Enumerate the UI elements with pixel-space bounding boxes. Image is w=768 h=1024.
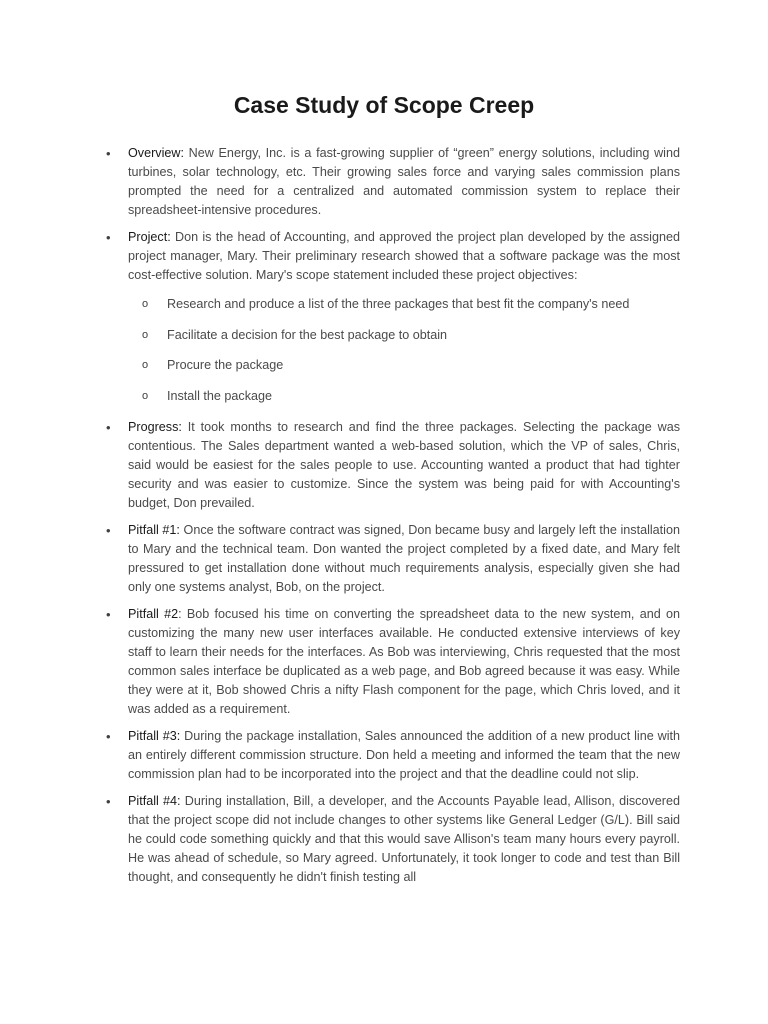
section-paragraph bbox=[128, 228, 680, 285]
section-pitfall-4 bbox=[100, 792, 680, 887]
document-title: Case Study of Scope Creep bbox=[233, 92, 535, 118]
section-lead: Progress: bbox=[128, 419, 182, 434]
objective-text: Procure the package bbox=[167, 358, 284, 372]
section-project bbox=[100, 228, 680, 285]
section-paragraph bbox=[128, 144, 680, 220]
section-paragraph bbox=[128, 605, 680, 719]
section-lead: Pitfall #1: bbox=[128, 522, 180, 537]
section-text: Once the software contract was signed, Don became busy and largely left the installation to Mary and the technical team. Don wanted the project completed by a fixed date, and Mary felt pressured to get installation done without much requirements analysis, especially given she had only one systems analyst, Bob, on the project. bbox=[128, 522, 680, 594]
section-text: New Energy, Inc. is a fast-growing supplier of “green” energy solutions, including wind turbines, solar technology, etc. Their growing sales force and varying sales commission plans prompted the need for a centralized and automated commission system to replace their spreadsheet-intensive procedures. bbox=[128, 146, 680, 217]
section-overview bbox=[100, 144, 680, 220]
section-text: It took months to research and find the three packages. Selecting the package was contentious. The Sales department wanted a web-based solution, which the VP of sales, Chris, said would be easiest for the sales people to use. Accounting wanted a product that had tighter security and was easier to customize. Since the system was being paid for with Accounting's budget, Don prevailed. bbox=[128, 419, 680, 510]
section-lead: Pitfall #4: bbox=[128, 793, 181, 808]
section-pitfall-2 bbox=[100, 605, 680, 719]
section-lead: Pitfall #2 bbox=[128, 606, 179, 621]
bullet-icon: • bbox=[106, 146, 111, 161]
bullet-icon: • bbox=[106, 606, 111, 622]
objective-item bbox=[100, 326, 680, 345]
section-paragraph bbox=[128, 792, 680, 887]
section-paragraph bbox=[128, 521, 680, 597]
objective-item bbox=[100, 387, 680, 406]
section-paragraph bbox=[128, 418, 680, 513]
section-pitfall-1 bbox=[100, 521, 680, 597]
hollow-circle-bullet-icon: o bbox=[142, 298, 149, 310]
bullet-icon: • bbox=[106, 419, 111, 435]
section-text: Don is the head of Accounting, and approved the project plan developed by the assigned project manager, Mary. Their preliminary research showed that a software package was the most cost-effective solution. Mary's scope statement included these project objectives: bbox=[128, 230, 680, 282]
section-lead: Overview: bbox=[128, 146, 184, 160]
objectives-list bbox=[100, 295, 680, 406]
hollow-circle-bullet-icon: o bbox=[142, 359, 149, 371]
bullet-icon: • bbox=[106, 793, 111, 809]
objective-text: Install the package bbox=[167, 388, 273, 403]
objective-text: Research and produce a list of the three packages that best fit the company's need bbox=[167, 297, 630, 311]
section-text: : Bob focused his time on converting the spreadsheet data to the new system, and on customizing the many new user interfaces available. He conducted extensive interviews of key staff to learn their needs for the interfaces. As Bob was interviewing, Chris requested that the most common sales interface be duplicated as a web page, and Bob agreed because it was easy. While they were at it, Bob showed Chris a nifty Flash component for the page, which Chris loved, and it was added as a requirement. bbox=[128, 606, 680, 716]
section-pitfall-3 bbox=[100, 727, 680, 784]
hollow-circle-bullet-icon: o bbox=[142, 389, 149, 402]
section-progress bbox=[100, 418, 680, 513]
objective-item bbox=[100, 295, 680, 314]
bullet-icon: • bbox=[106, 728, 111, 744]
section-lead: Pitfall #3: bbox=[128, 728, 181, 743]
bullet-icon: • bbox=[106, 522, 111, 538]
objective-item bbox=[100, 356, 680, 375]
section-text: During the package installation, Sales announced the addition of a new product line with an entirely different commission structure. Don held a meeting and informed the team that the new commission plan had to be incorporated into the project and that the deadline could not slip. bbox=[128, 728, 680, 781]
bullet-icon: • bbox=[106, 230, 111, 245]
section-lead: Project: bbox=[128, 230, 171, 244]
objective-text: Facilitate a decision for the best package to obtain bbox=[167, 327, 448, 342]
section-text: During installation, Bill, a developer, and the Accounts Payable lead, Allison, discovered that the project scope did not include changes to other systems like General Ledger (G/L). Bill said he could code something quickly and that this would save Allison's team many hours every payroll. He was ahead of schedule, so Mary agreed. Unfortunately, it took longer to code and test than Bill thought, and consequently he didn't finish testing all bbox=[128, 793, 680, 884]
hollow-circle-bullet-icon: o bbox=[142, 328, 149, 341]
section-paragraph bbox=[128, 727, 680, 784]
document-body bbox=[100, 144, 680, 895]
